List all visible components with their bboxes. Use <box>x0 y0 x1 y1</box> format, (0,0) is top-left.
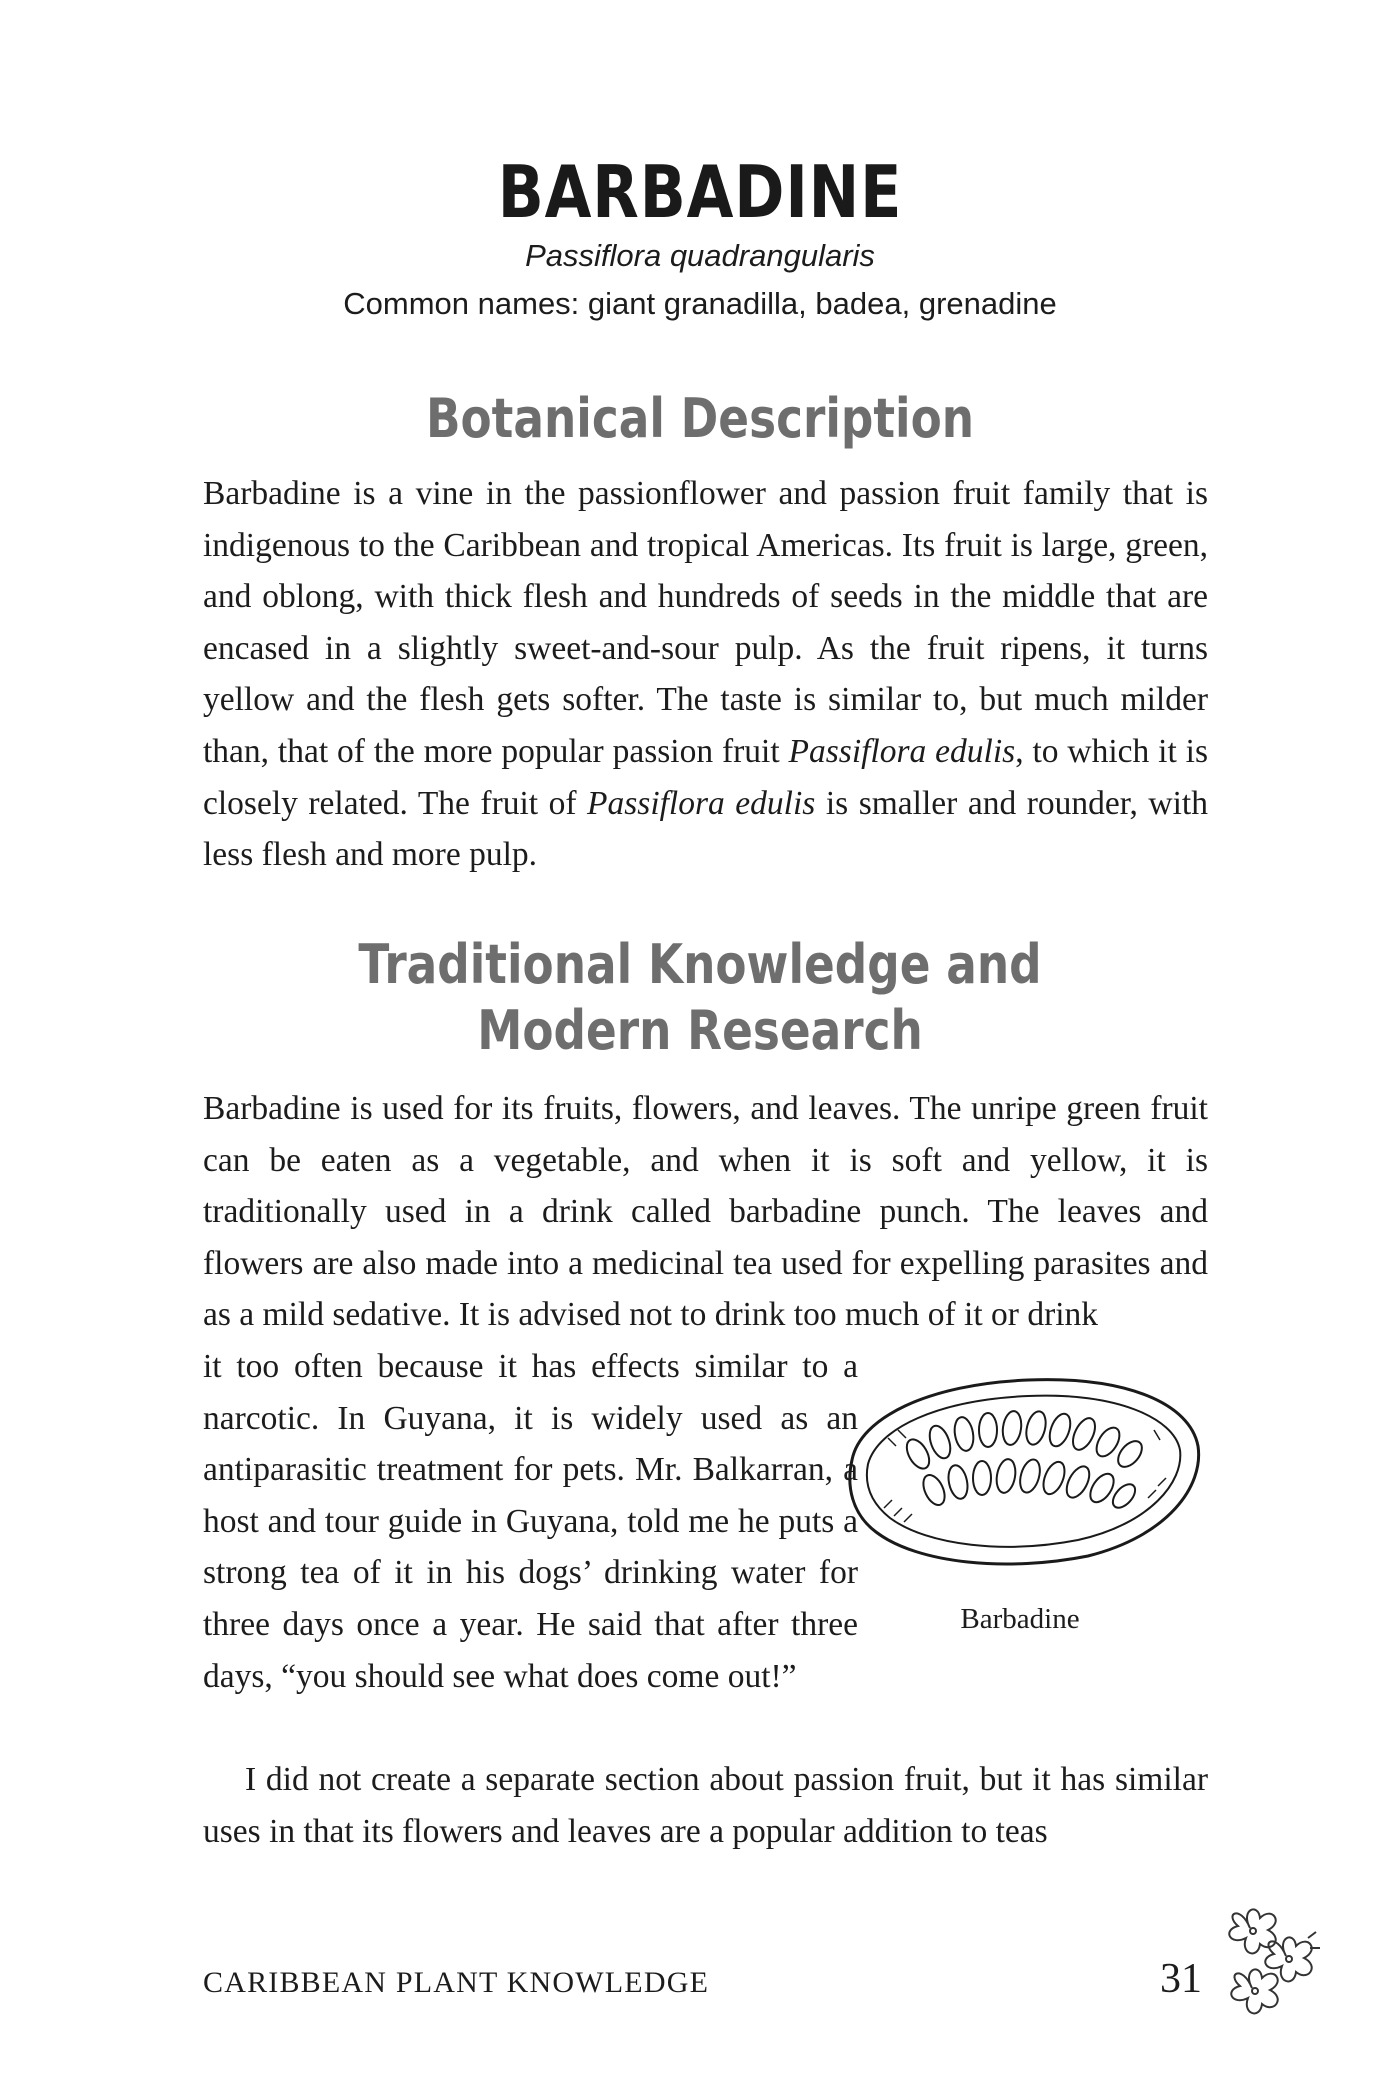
species-name: Passiflora edulis <box>788 732 1016 770</box>
paragraph-text: Barbadine is a vine in the passionflower and passion fruit family that is indigenous to the Caribbean and tropical Americas. Its fruit is large, green, and oblong, with thick flesh and hundreds of seeds in the middle that are encased in a slightly sweet-and-sour pulp. As the fruit ripens, it turns yellow and the flesh gets softer. The taste is similar to, but much milder than, that of the more popular passion fruit <box>203 475 1208 770</box>
heading-line: Traditional Knowledge and <box>358 933 1042 996</box>
botanical-description-paragraph <box>203 468 1208 881</box>
section-heading-traditional <box>112 932 1288 1064</box>
page-title: BARBADINE <box>497 150 903 234</box>
species-name: Passiflora edulis <box>587 784 816 822</box>
section-heading-botanical: Botanical Description <box>425 387 975 450</box>
passion-fruit-paragraph: I did not create a separate section about passion fruit, but it has similar uses in that its flowers and leaves are a popular addition to teas <box>203 1761 1208 1850</box>
traditional-paragraph-full-width: Barbadine is used for its fruits, flowers, and leaves. The unripe green fruit can be eaten as a vegetable, and when it is soft and yellow, it is traditionally used in a drink called barbadine punch. The leaves and flowers are also made into a medicinal tea used for expelling parasites and as a mild sedative. It is advised not to drink too much of it or drink <box>203 1090 1208 1334</box>
barbadine-fruit-illustration <box>838 1368 1204 1572</box>
hibiscus-flower-ornament <box>1212 1898 1322 2018</box>
paragraph-text: is smaller and rounder, with less flesh and more pulp. <box>203 784 1208 874</box>
traditional-paragraph-wrapped: it too often because it has effects similar to a narcotic. In Guyana, it is widely used as an antiparasitic treatment for pets. Mr. Balkarran, a host and tour guide in Guyana, told me he puts a strong tea of it in his dogs’ drinking water for three days once a year. He said that after three days, “you should see what does come out!” <box>203 1348 858 1695</box>
running-footer-title: CARIBBEAN PLANT KNOWLEDGE <box>203 1966 710 1999</box>
figure-caption: Barbadine <box>960 1603 1080 1635</box>
scientific-name: Passiflora quadrangularis <box>525 238 875 273</box>
common-names: Common names: giant granadilla, badea, grenadine <box>343 286 1057 321</box>
heading-line: Modern Research <box>477 999 923 1062</box>
paragraph-text: , to which it is closely related. The fruit of <box>203 732 1208 822</box>
page-number: 31 <box>1160 1956 1202 2002</box>
